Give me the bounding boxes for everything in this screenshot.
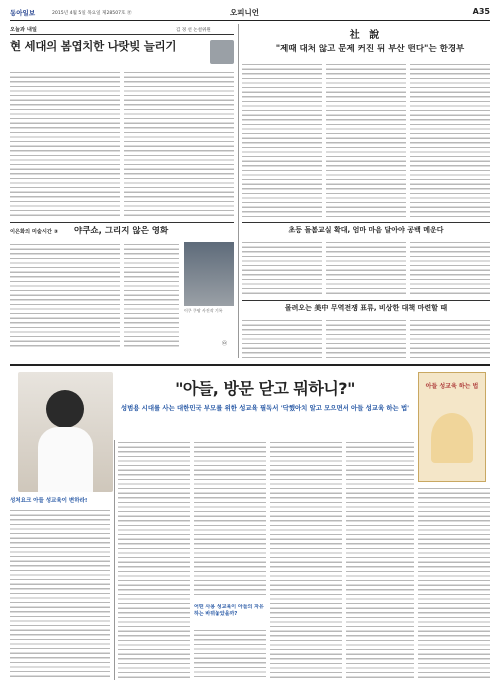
column-body-left [10,70,120,216]
ad-book-cover [418,372,486,482]
column-separator [238,24,239,358]
art-body-left [10,242,120,350]
ad-profile-title: 성처요크 아들 성교육이 변하라! [10,498,88,504]
artwork-caption: 이쿠 쿠팡 사진작 기록 [184,308,223,313]
ad-headline: "아들, 방문 닫고 뭐하니?" [175,379,355,398]
editorial-3-body-b [326,318,406,358]
ad-sidebar-question: 어떤 사용 성교육이 아들의 자유하는 바꿔놓았을까? [194,604,264,617]
editorial-divider-1 [242,222,490,223]
left-column-bottom-rule [10,222,234,223]
editorial-2-body-c [410,240,490,296]
ad-body-col-4 [346,440,414,680]
editorial-3-body-a [242,318,322,358]
ad-author-photo [18,372,113,492]
editorial-3-body-c [410,318,490,358]
section-title: 오피니언 [230,8,259,17]
column-headline: 현 세대의 봄엽치한 나랏빚 늘리기 [10,40,177,53]
ad-top-border [10,364,490,366]
editorial-2-body-a [242,240,322,296]
editorial-1-body-a [242,62,322,218]
author-photo [210,40,234,64]
art-column-headline: 야쿠쇼, 그리지 않은 영화 [74,226,169,236]
editorial-label: 社 說 [349,30,383,40]
ad-separator-1 [114,440,115,680]
column-author: 김 경 선 논설위원 [176,28,211,33]
art-body-right [124,242,179,350]
editorial-divider-2 [242,300,490,301]
ad-subheadline: 성범용 시대를 사는 대한민국 부모를 위한 성교육 필독서 '닥했아치 알고 모으면서 아들 성교육 하는 법' [120,404,410,412]
book-title: 아들 성교육 하는 법 [425,383,479,390]
newspaper-logo: 동아일보 [10,9,36,17]
editorial-1-body-c [410,62,490,218]
art-column-label: 이은화의 미술시간 ③ [10,229,59,235]
art-column-tag: ㉧ [222,341,228,347]
issue-date: 2015년 4월 5일 목요일 제28507호 ㉭ [52,11,132,16]
ad-body-col-3 [270,440,342,680]
ad-body-col-2b [194,628,266,680]
editorial-headline-1: "제때 대처 않고 문제 커진 뒤 부산 떤다"는 한경부 [275,44,465,54]
editorial-2-body-b [326,240,406,296]
editorial-1-body-b [326,62,406,218]
page-number: A35 [472,7,490,16]
artwork-image [184,242,234,306]
ad-body-col-1 [118,440,190,680]
page-header [10,6,490,21]
editorial-headline-2: 초등 돌봄교실 확대, 엄마 마음 달아야 공백 메운다 [288,226,444,234]
column-body-right [124,70,234,216]
ad-body-col-2 [194,440,266,598]
ad-profile-body [10,508,110,680]
ad-body-col-5 [418,486,490,680]
editorial-headline-3: 몰려오는 美中 무역전쟁 표류, 비상한 대책 마련할 때 [284,304,448,312]
column-label: 오늘과 내일 [10,27,37,33]
column-divider [10,34,234,35]
